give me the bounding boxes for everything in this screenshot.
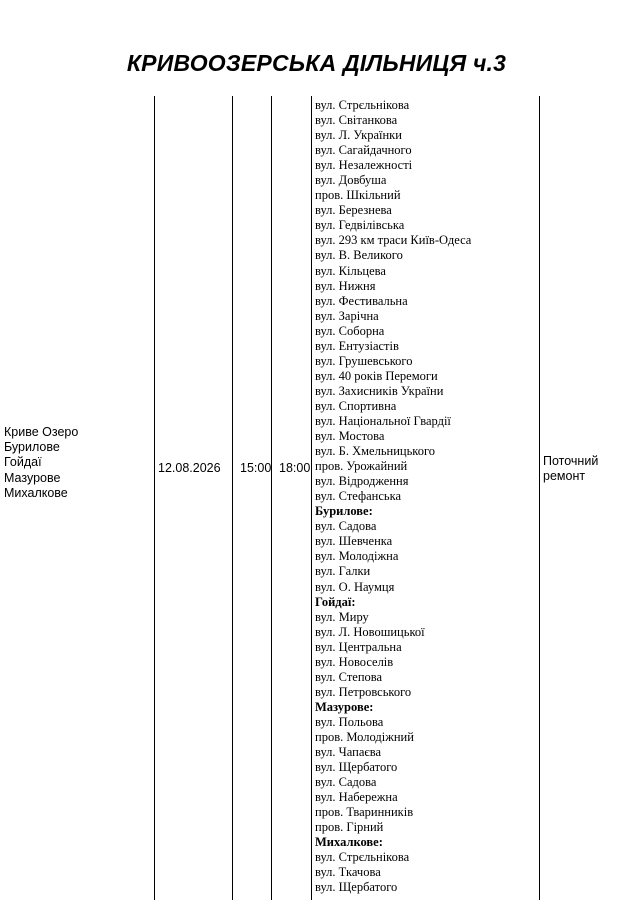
street-item: вул. Новоселів <box>315 654 394 669</box>
street-item: вул. Польова <box>315 714 384 729</box>
column-divider <box>154 96 155 900</box>
street-item: вул. Молодіжна <box>315 549 399 564</box>
street-item: вул. Кільцева <box>315 263 386 278</box>
street-item: вул. Степова <box>315 669 383 684</box>
street-item: вул. Набережна <box>315 790 398 805</box>
street-item: вул. Ентузіастів <box>315 338 399 353</box>
street-item: вул. Л. Новошицької <box>315 624 425 639</box>
column-divider <box>311 96 312 900</box>
street-item: вул. Центральна <box>315 639 402 654</box>
streets-cell <box>315 98 471 895</box>
street-item: вул. Гедвілівська <box>315 218 405 233</box>
street-item: пров. Тваринників <box>315 805 414 820</box>
street-item: пров. Молодіжний <box>315 729 414 744</box>
locations-cell <box>4 425 78 501</box>
street-item: вул. Л. Українки <box>315 128 402 143</box>
location-name: Криве Озеро <box>4 425 79 439</box>
street-item: вул. Національної Гвардії <box>315 413 451 428</box>
street-item: вул. Петровського <box>315 684 412 699</box>
street-item: вул. Стрєльнікова <box>315 850 410 865</box>
reason-line: ремонт <box>543 469 586 483</box>
street-item: вул. Ткачова <box>315 865 381 880</box>
street-item: вул. Грушевського <box>315 353 413 368</box>
street-item: вул. Соборна <box>315 323 385 338</box>
street-item: вул. О. Наумця <box>315 579 395 594</box>
street-item: вул. Захисників України <box>315 383 444 398</box>
street-item: вул. Шевченка <box>315 534 393 549</box>
column-divider <box>539 96 540 900</box>
street-item: вул. Довбуша <box>315 173 387 188</box>
street-item: вул. Фестивальна <box>315 293 408 308</box>
street-item: вул. Сагайдачного <box>315 143 412 158</box>
street-item: вул. Стрєльнікова <box>315 98 410 112</box>
end-time-cell: 18:00 <box>279 461 311 475</box>
street-item: вул. Стефанська <box>315 489 402 504</box>
reason-line: Поточний <box>543 454 599 468</box>
street-item: вул. Відродження <box>315 474 409 489</box>
village-header: Михалкове: <box>315 835 383 850</box>
column-divider <box>232 96 233 900</box>
street-item: вул. Галки <box>315 564 371 579</box>
location-name: Михалкове <box>4 485 68 500</box>
street-item: вул. Березнева <box>315 203 392 218</box>
page-title: КРИВООЗЕРСЬКА ДІЛЬНИЦЯ ч.3 <box>126 50 507 76</box>
street-item: вул. 293 км траси Київ-Одеса <box>315 233 472 248</box>
street-item: вул. Б. Хмельницького <box>315 444 436 459</box>
street-item: пров. Шкільний <box>315 188 401 203</box>
village-header: Мазурове: <box>315 699 374 714</box>
street-item: пров. Урожайний <box>315 459 408 474</box>
location-name: Мазурове <box>4 470 61 485</box>
location-name: Бурилове <box>4 440 60 455</box>
street-item: вул. Спортивна <box>315 398 397 413</box>
village-header: Бурилове: <box>315 504 373 519</box>
street-item: вул. Миру <box>315 609 369 624</box>
street-item: вул. 40 років Перемоги <box>315 368 438 383</box>
street-item: вул. Садова <box>315 519 377 534</box>
date-cell: 12.08.2026 <box>158 461 221 475</box>
street-item: вул. Садова <box>315 775 377 790</box>
street-item: вул. Щербатого <box>315 760 398 775</box>
start-time-cell: 15:00 <box>240 461 272 475</box>
street-item: вул. Світанкова <box>315 113 398 128</box>
street-item: вул. Щербатого <box>315 880 398 895</box>
location-name: Гойдаї <box>4 455 42 470</box>
street-item: вул. Незалежності <box>315 158 413 173</box>
village-header: Гойдаї: <box>315 594 356 609</box>
column-divider <box>271 96 272 900</box>
street-item: вул. Зарічна <box>315 308 379 323</box>
street-item: пров. Гірний <box>315 820 384 835</box>
reason-cell <box>543 454 598 484</box>
street-item: вул. Чапаєва <box>315 745 382 760</box>
street-item: вул. Мостова <box>315 429 385 444</box>
street-item: вул. В. Великого <box>315 248 403 263</box>
street-item: вул. Нижня <box>315 278 376 293</box>
